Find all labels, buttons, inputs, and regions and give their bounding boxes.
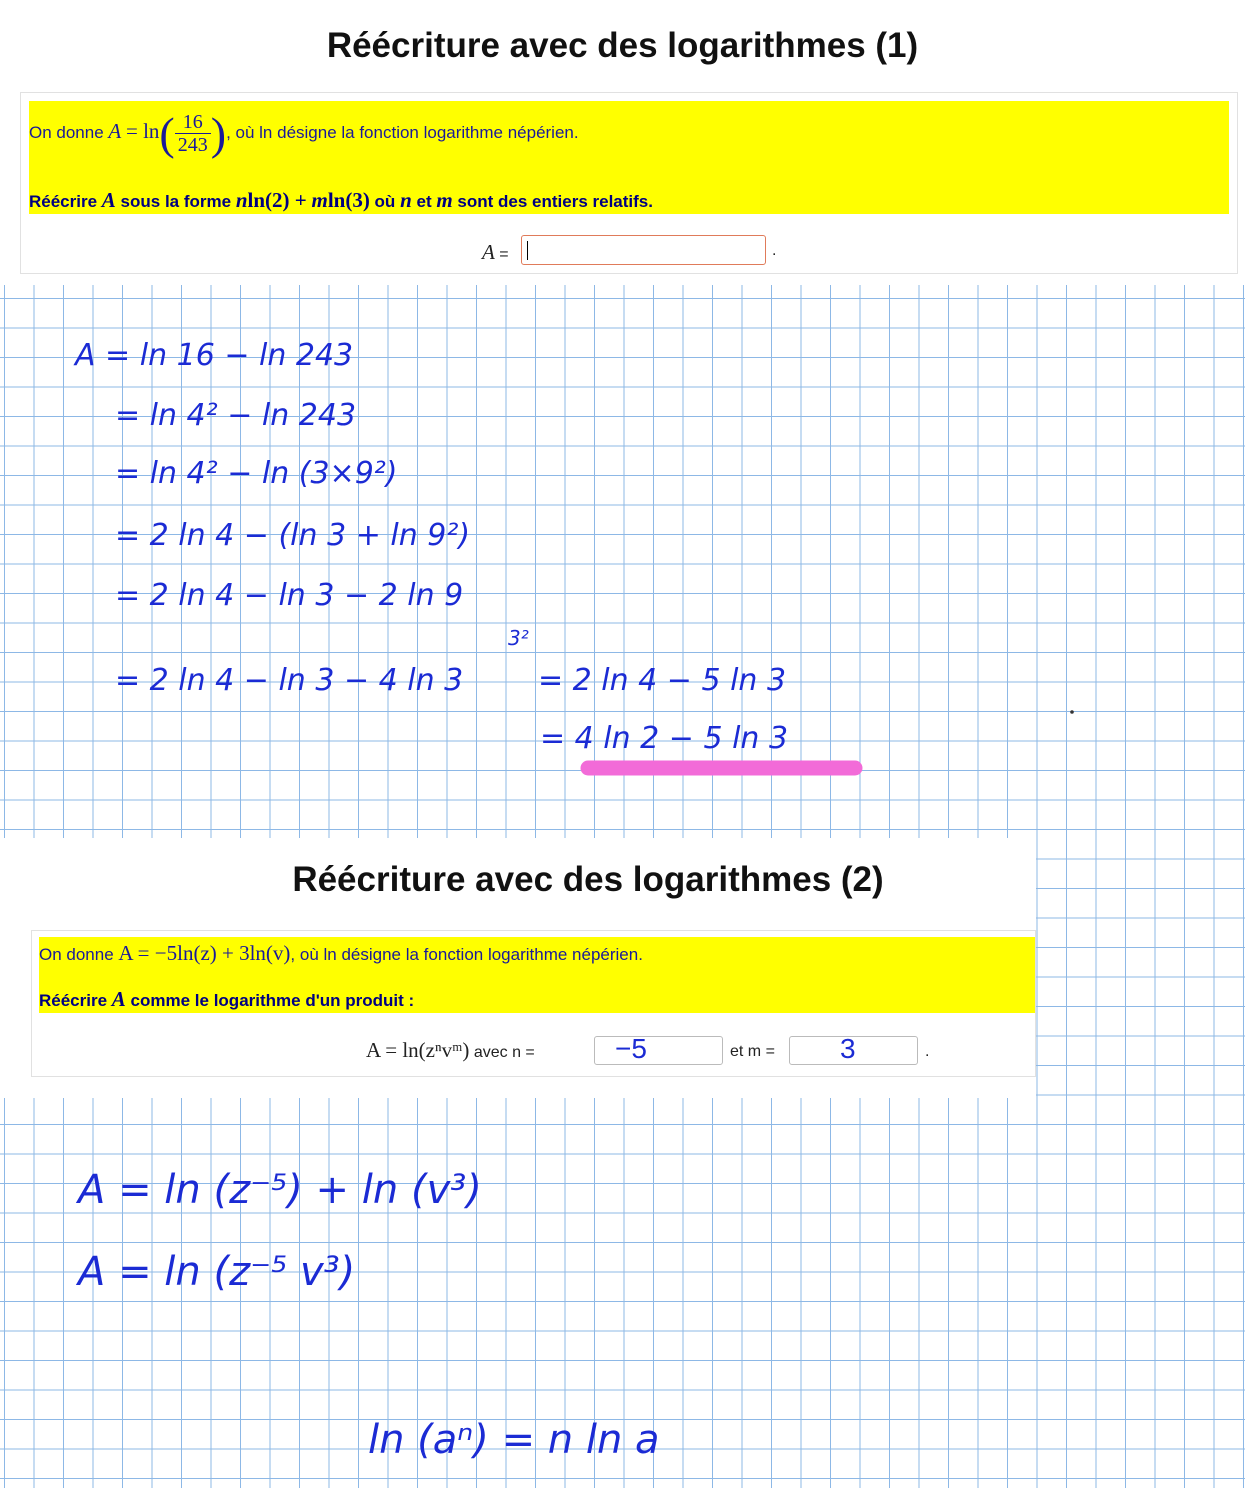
paren-close: ) [210,108,227,159]
hw-line-6: = 2 ln 4 − ln 3 − 4 ln 3 [115,663,464,698]
instruction-b-2: comme le logarithme d'un produit : [130,991,415,1010]
exercise-1-title: Réécriture avec des logarithmes (1) [326,26,919,65]
fraction-numerator: 16 [175,111,211,134]
instruction-var: A [101,188,116,212]
instruction-a-2: Réécrire [39,991,108,1010]
hw-line-8: = 4 ln 2 − 5 ln 3 [540,721,789,756]
stray-dot [1070,710,1074,714]
instruction-n: n [235,188,248,212]
given-eq: = ln [125,118,160,143]
hw2-line-1: A = ln (z⁻⁵) + ln (v³) [78,1167,482,1213]
instruction-d: et [416,192,432,211]
hw-line-5: = 2 ln 4 − ln 3 − 2 ln 9 [115,578,464,613]
given-suffix-2: , où ln désigne la fonction logarithme népérien. [290,945,643,964]
label-et-m: et m = [730,1043,775,1060]
given-prefix-2: On donne [39,945,114,964]
exercise-2-title: Réécriture avec des logarithmes (2) [292,860,884,899]
label-avec-n: avec n = [473,1044,535,1061]
instruction-ln3: ln(3) [327,188,370,212]
m-value: 3 [840,1033,856,1064]
hw-line-3: = ln 4² − ln (3×9²) [115,456,398,491]
hw2-line-3: ln (aⁿ) = n ln a [368,1417,660,1463]
instruction-m2: m [436,188,453,212]
answer-eq: = [499,246,509,263]
instruction-ln2: ln(2) + [247,188,307,212]
given-prefix: On donne [29,122,104,142]
answer-math-2: A = ln(zⁿvᵐ) [366,1038,470,1062]
fraction-denominator: 243 [177,134,208,156]
instruction-var-2: A [111,987,126,1011]
instruction-a: Réécrire [29,192,98,211]
instruction-n2: n [400,188,412,212]
instruction-m: m [311,188,328,212]
hw-line-4: = 2 ln 4 − (ln 3 + ln 9²) [115,518,471,553]
given-math-2: A = −5ln(z) + 3ln(v) [118,941,291,965]
hw-line-2: = ln 4² − ln 243 [115,398,357,433]
hw2-line-2: A = ln (z⁻⁵ v³) [78,1249,356,1295]
n-value: −5 [615,1033,647,1064]
given-suffix: , où ln désigne la fonction logarithme népérien. [226,122,579,142]
given-var: A [108,118,122,143]
hw-line-1: A = ln 16 − ln 243 [75,338,354,373]
hw-nine-note: 3² [508,626,529,650]
paren-open: ( [159,108,175,159]
instruction-b: sous la forme [120,192,232,211]
instruction-e: sont des entiers relatifs. [457,192,653,211]
answer-var: A [482,240,495,264]
answer-end: . [772,242,777,259]
instruction-c: où [374,192,396,211]
answer-end-2: . [925,1043,930,1060]
hw-line-7: = 2 ln 4 − 5 ln 3 [538,663,787,698]
